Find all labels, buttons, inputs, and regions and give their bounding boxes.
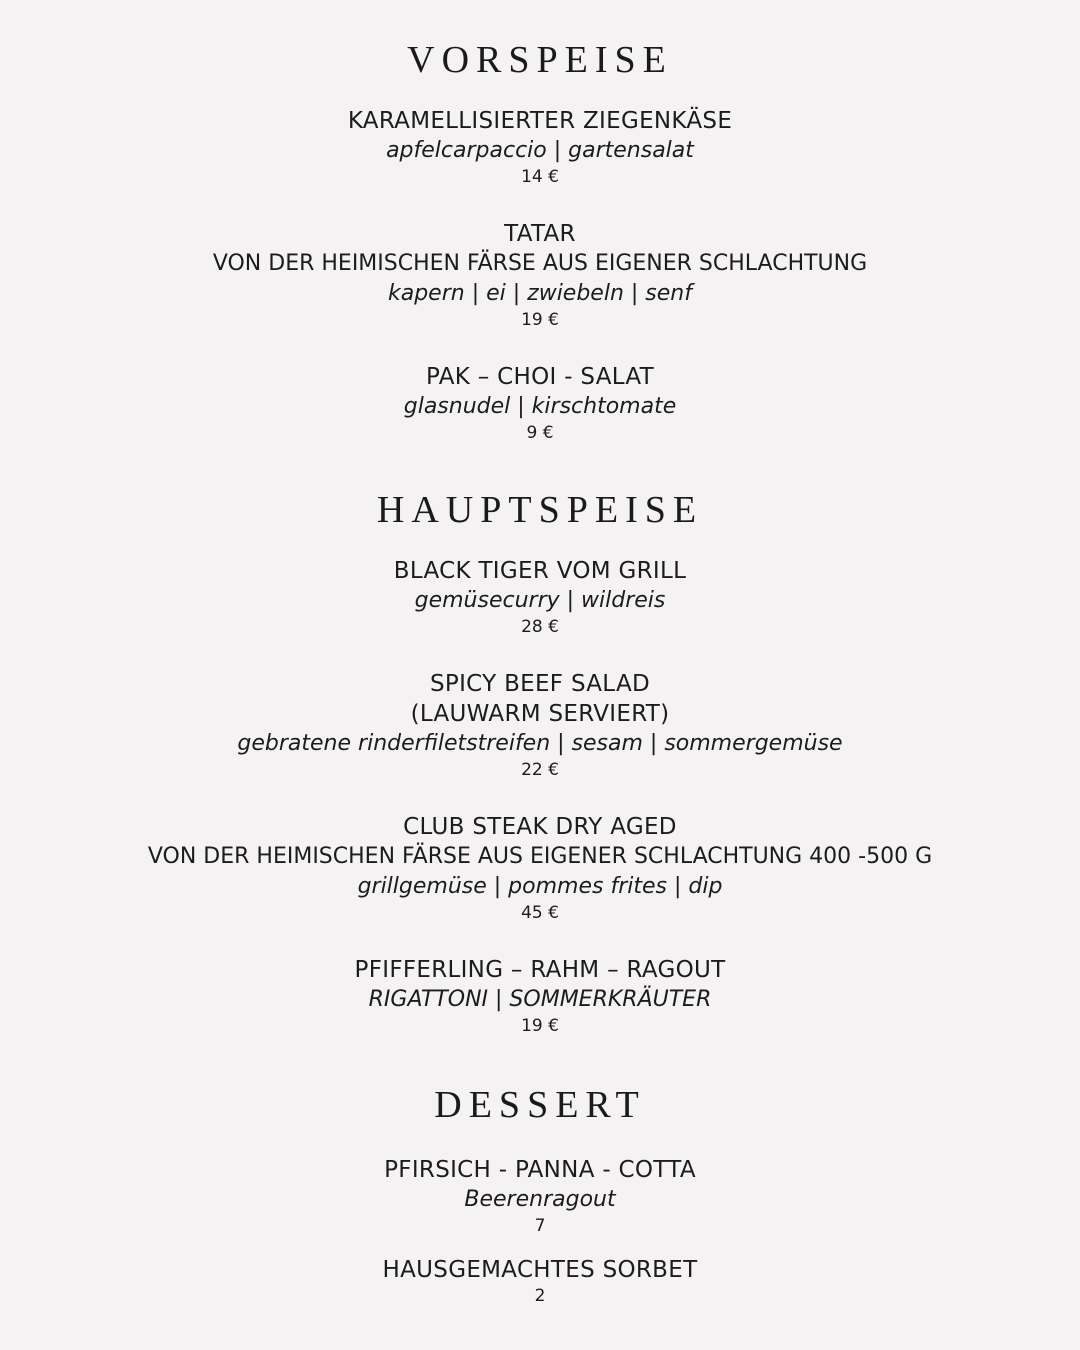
item-description: Beerenragout (464, 1187, 616, 1212)
item-name: PFIFFERLING – RAHM – RAGOUT (354, 957, 726, 983)
item-description: glasnudel | kirschtomate (403, 394, 677, 419)
item-name-subline: VON DER HEIMISCHEN FÄRSE AUS EIGENER SCHLACHTUNG 400 -500 G (147, 844, 933, 869)
item-name: HAUSGEMACHTES SORBET (382, 1257, 698, 1283)
item-name-subline: (LAUWARM SERVIERT) (410, 701, 670, 727)
item-description: gebratene rinderfiletstreifen | sesam | sommergemüse (237, 731, 843, 756)
item-price: 22 € (521, 760, 559, 780)
section-title-hauptspeise: HAUPTSPEISE (376, 489, 704, 531)
item-price: 19 € (521, 1016, 559, 1036)
item-name: BLACK TIGER VOM GRILL (393, 558, 687, 584)
section-title-vorspeise: VORSPEISE (407, 39, 673, 81)
item-name: PFIRSICH - PANNA - COTTA (384, 1157, 696, 1183)
menu-item-panna-cotta (0, 1155, 1080, 1237)
item-price: 7 (534, 1216, 546, 1236)
item-description: apfelcarpaccio | gartensalat (386, 138, 694, 163)
item-name-subline: VON DER HEIMISCHEN FÄRSE AUS EIGENER SCHLACHTUNG (212, 251, 868, 276)
menu-item-pfifferling (0, 955, 1080, 1037)
menu-item-tatar (0, 219, 1080, 331)
menu-item-pak-choi (0, 362, 1080, 444)
item-price: 45 € (521, 903, 559, 923)
item-name: TATAR (504, 221, 576, 247)
item-price: 2 (534, 1286, 546, 1306)
item-description: grillgemüse | pommes frites | dip (357, 874, 723, 899)
item-name: CLUB STEAK DRY AGED (403, 814, 677, 840)
item-name: SPICY BEEF SALAD (430, 671, 650, 697)
item-price: 14 € (521, 167, 559, 187)
menu-item-spicy-beef-salad (0, 669, 1080, 781)
menu-item-club-steak (0, 812, 1080, 924)
menu-item-sorbet (0, 1255, 1080, 1307)
menu-item-black-tiger (0, 556, 1080, 638)
item-description: gemüsecurry | wildreis (414, 588, 666, 613)
menu-item-ziegenkaese (0, 106, 1080, 188)
item-description: RIGATTONI | SOMMERKRÄUTER (368, 987, 712, 1012)
item-description: kapern | ei | zwiebeln | senf (388, 281, 692, 306)
item-price: 19 € (521, 310, 559, 330)
item-price: 9 € (526, 423, 554, 443)
item-price: 28 € (521, 617, 559, 637)
item-name: PAK – CHOI - SALAT (426, 364, 654, 390)
section-title-dessert: DESSERT (434, 1084, 646, 1126)
item-name: KARAMELLISIERTER ZIEGENKÄSE (347, 108, 733, 134)
